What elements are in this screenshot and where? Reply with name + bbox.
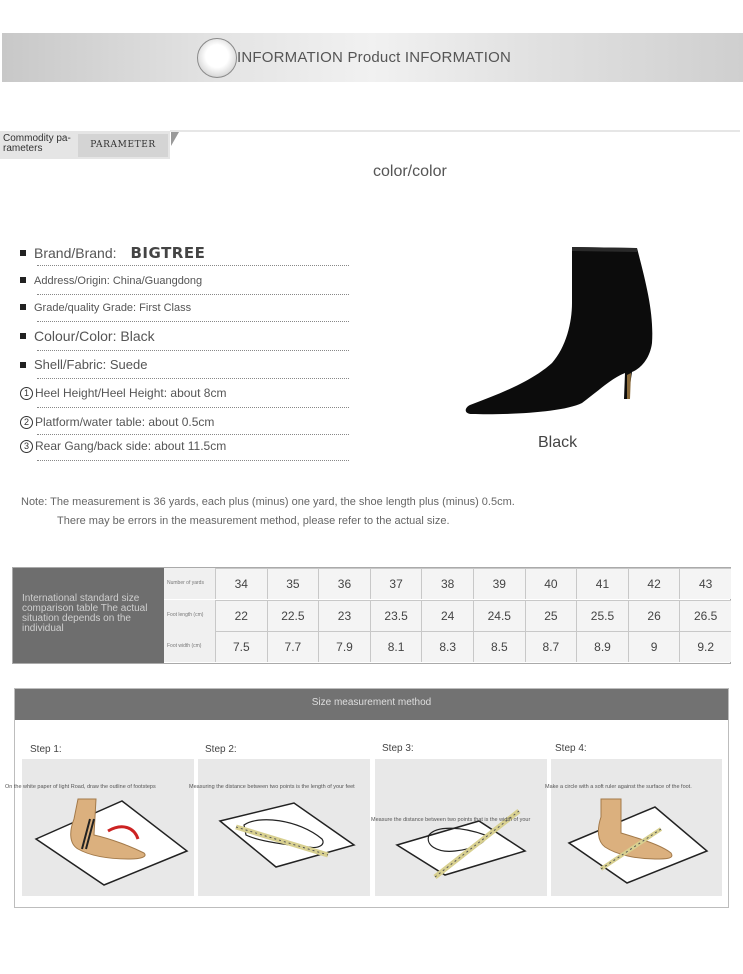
spec-color-label: Colour/Color: Black <box>34 328 155 344</box>
size-cell: 38 <box>421 568 473 599</box>
number-3-icon: 3 <box>20 440 33 453</box>
spec-grade <box>20 302 350 314</box>
measurement-method-title: Size measurement method <box>15 689 728 720</box>
step-2-label: Step 2: <box>205 744 237 755</box>
spec-platform <box>20 415 350 429</box>
size-comparison-table <box>12 567 731 664</box>
size-cell: 22.5 <box>267 600 319 631</box>
size-cell: 35 <box>267 568 319 599</box>
step-3-label: Step 3: <box>382 743 414 754</box>
number-1-icon: 1 <box>20 387 33 400</box>
spec-divider <box>37 321 349 322</box>
bullet-icon <box>20 333 26 339</box>
note-line-2: There may be errors in the measurement method, please refer to the actual size. <box>57 515 450 527</box>
note-line-1: Note: The measurement is 36 yards, each plus (minus) one yard, the shoe length plus (minus) 0.5cm. <box>21 496 515 508</box>
size-cell: 41 <box>576 568 628 599</box>
spec-origin <box>20 275 350 287</box>
ruler-length-icon <box>198 759 370 896</box>
size-row-label: Number of yards <box>164 568 215 599</box>
size-cell: 26 <box>628 600 680 631</box>
spec-brand <box>20 244 350 262</box>
step-4-label: Step 4: <box>555 743 587 754</box>
size-cell: 8.7 <box>525 631 577 662</box>
spec-brand-label: Brand/Brand: <box>34 245 117 261</box>
spec-origin-label: Address/Origin: China/Guangdong <box>34 275 203 287</box>
size-cell: 24.5 <box>473 600 525 631</box>
spec-back-side <box>20 439 350 453</box>
parameter-small-text: Commodity pa- rameters <box>3 133 71 154</box>
size-cell: 9 <box>628 631 680 662</box>
foot-outline-icon <box>22 759 194 896</box>
number-2-icon: 2 <box>20 416 33 429</box>
step-4-illustration <box>551 759 722 896</box>
spec-heel-height-label: Heel Height/Heel Height: about 8cm <box>35 386 227 400</box>
spec-divider <box>37 407 349 408</box>
banner-circle-ornament <box>197 38 237 78</box>
size-cell: 8.9 <box>576 631 628 662</box>
bullet-icon <box>20 250 26 256</box>
bullet-icon <box>20 277 26 283</box>
product-color-label: Black <box>538 434 578 451</box>
size-cell: 43 <box>679 568 731 599</box>
parameter-label: PARAMETER <box>78 134 168 157</box>
spec-brand-value: BIGTREE <box>130 244 206 262</box>
ruler-width-icon <box>375 759 547 896</box>
foot-circumference-icon <box>551 759 722 896</box>
step-1-illustration <box>22 759 194 896</box>
size-cell: 9.2 <box>679 631 731 662</box>
spec-divider <box>37 434 349 435</box>
size-table-side-label: International standard size comparison table The actual situation depends on the individual <box>13 568 164 663</box>
step-1-caption: On the white paper of light Road, draw the outline of footsteps <box>5 784 156 790</box>
step-2-illustration <box>198 759 370 896</box>
banner-title: INFORMATION Product INFORMATION <box>237 49 511 66</box>
black-suede-boot-image <box>462 243 658 418</box>
parameter-divider <box>170 130 740 132</box>
spec-heel-height <box>20 386 350 400</box>
spec-divider <box>37 265 349 266</box>
size-cell: 34 <box>215 568 267 599</box>
size-cell: 8.3 <box>421 631 473 662</box>
size-cell: 8.5 <box>473 631 525 662</box>
size-cell: 23 <box>318 600 370 631</box>
size-cell: 42 <box>628 568 680 599</box>
size-row-label: Foot length (cm) <box>164 600 215 631</box>
size-cell: 24 <box>421 600 473 631</box>
bullet-icon <box>20 362 26 368</box>
size-cell: 26.5 <box>679 600 731 631</box>
size-row-label: Foot width (cm) <box>164 631 215 662</box>
spec-fabric <box>20 357 350 372</box>
size-cell: 40 <box>525 568 577 599</box>
spec-divider <box>37 294 349 295</box>
size-cell: 7.7 <box>267 631 319 662</box>
size-cell: 37 <box>370 568 422 599</box>
size-cell: 8.1 <box>370 631 422 662</box>
parameter-tab-corner <box>171 132 179 146</box>
spec-color <box>20 328 350 344</box>
size-cell: 22 <box>215 600 267 631</box>
spec-divider <box>37 378 349 379</box>
color-heading: color/color <box>373 163 447 180</box>
spec-back-side-label: Rear Gang/back side: about 11.5cm <box>35 439 227 453</box>
spec-fabric-label: Shell/Fabric: Suede <box>34 357 148 372</box>
step-2-caption: Measuring the distance between two points is the length of your feet <box>189 784 355 790</box>
step-3-caption: Measure the distance between two points that is the width of your <box>371 817 531 823</box>
spec-grade-label: Grade/quality Grade: First Class <box>34 302 192 314</box>
spec-divider <box>37 460 349 461</box>
size-cell: 39 <box>473 568 525 599</box>
spec-divider <box>37 350 349 351</box>
step-4-caption: Make a circle with a soft ruler against the surface of the foot. <box>545 784 692 790</box>
size-cell: 23.5 <box>370 600 422 631</box>
size-cell: 36 <box>318 568 370 599</box>
step-1-label: Step 1: <box>30 744 62 755</box>
size-cell: 7.9 <box>318 631 370 662</box>
bullet-icon <box>20 304 26 310</box>
size-cell: 7.5 <box>215 631 267 662</box>
step-3-illustration <box>375 759 547 896</box>
spec-platform-label: Platform/water table: about 0.5cm <box>35 415 215 429</box>
size-cell: 25.5 <box>576 600 628 631</box>
size-cell: 25 <box>525 600 577 631</box>
